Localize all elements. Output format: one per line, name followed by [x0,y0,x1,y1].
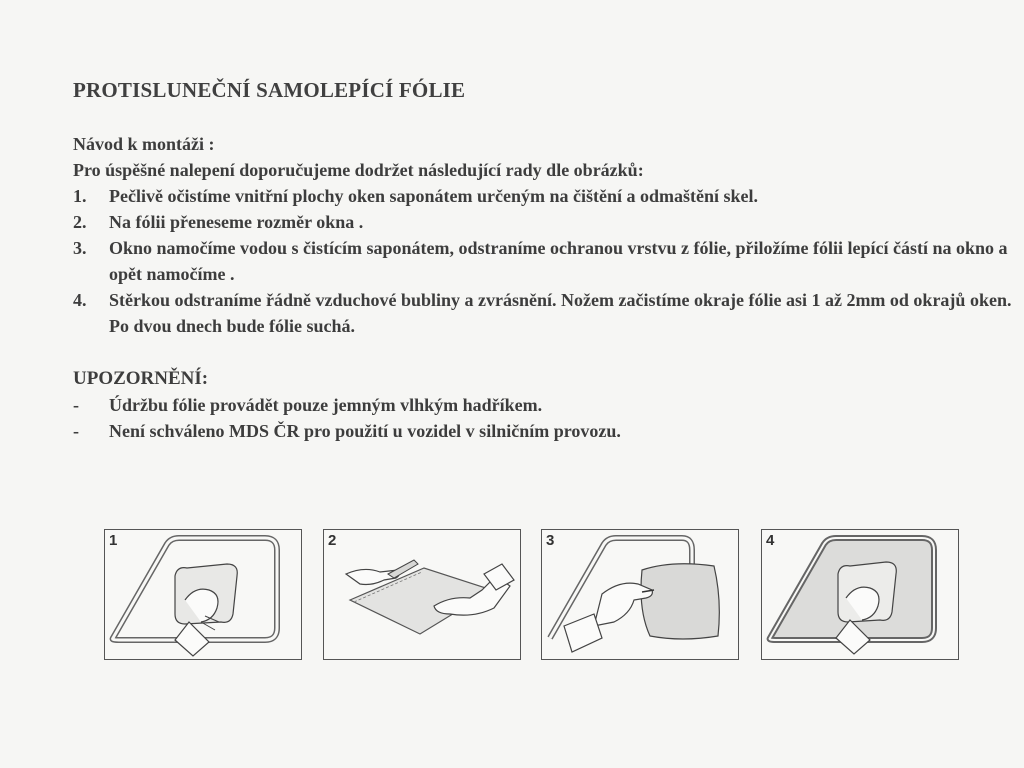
step-number: 3. [73,238,87,258]
step-text: Na fólii přeneseme rozměr okna . [109,212,364,232]
warning-section [73,366,1013,444]
panel-number: 4 [766,532,775,549]
hand-squeegee-foil-icon [762,530,958,659]
warning-heading: UPOZORNĚNÍ: [73,368,209,389]
step-text: Stěrkou odstraníme řádně vzduchové bubliny a zvrásnění. Nožem začistíme okraje fólie asi 1 až 2mm od okrajů oken. Po dvou dnech bude fólie suchá. [109,290,1012,336]
installation-guide [73,131,1013,339]
step-text: Okno namočíme vodou s čistícím saponátem, odstraníme ochranou vrstvu z fólie, přiložíme fólii lepící částí na okno a opět namočíme . [109,238,1008,284]
steps-list [73,183,1013,339]
warning-text: Není schváleno MDS ČR pro použití u vozidel v silničním provozu. [109,421,621,441]
hand-applying-foil-icon [542,530,738,659]
step-item [73,235,1013,287]
step-number: 4. [73,290,87,310]
step-item [73,287,1013,339]
guide-heading: Návod k montáži : [73,134,215,154]
hand-cleaning-window-icon [105,530,301,659]
hand-cutting-foil-icon [324,530,520,659]
step-number: 1. [73,186,87,206]
panel-number: 1 [109,532,118,549]
step-item [73,183,1013,209]
document-title: PROTISLUNEČNÍ SAMOLEPÍCÍ FÓLIE [73,78,466,102]
illustration-panel-2 [323,529,521,660]
panel-number: 2 [328,532,337,549]
guide-intro: Pro úspěšné nalepení doporučujeme dodržet následující rady dle obrázků: [73,160,644,180]
warning-dash: - [73,395,79,415]
panel-number: 3 [546,532,555,549]
warning-text: Údržbu fólie provádět pouze jemným vlhkým hadříkem. [109,395,543,415]
illustration-panel-3 [541,529,739,660]
step-text: Pečlivě očistíme vnitřní plochy oken saponátem určeným na čištění a odmaštění skel. [109,186,758,206]
warning-item [73,392,1013,418]
illustration-panel-4 [761,529,959,660]
warning-item [73,418,1013,444]
illustration-panel-1 [104,529,302,660]
step-number: 2. [73,212,87,232]
step-item [73,209,1013,235]
warning-dash: - [73,421,79,441]
